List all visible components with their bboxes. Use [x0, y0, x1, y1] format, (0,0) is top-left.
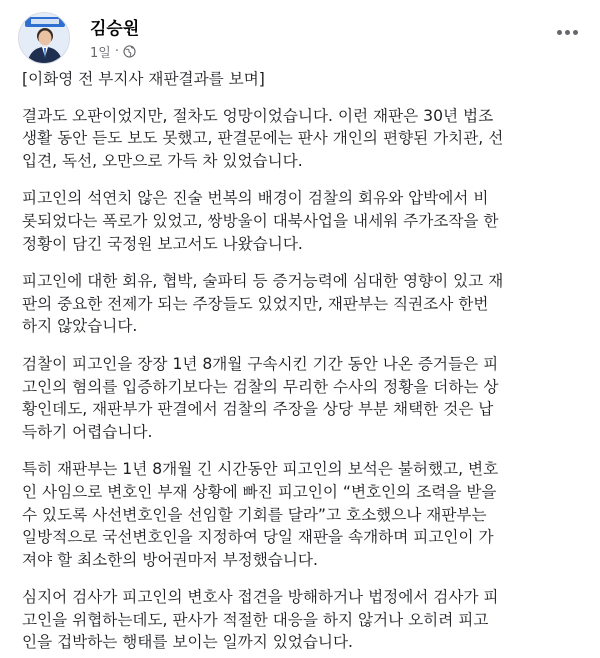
- paragraph-line: 검찰이 피고인을 장장 1년 8개월 구속시킨 기간 동안 나온 증거들은 피: [22, 354, 499, 373]
- paragraph-line: 피고인에 대한 회유, 협박, 술파티 등 증거능력에 심대한 영향이 있고 재: [22, 272, 504, 291]
- paragraph-line: 득하기 어렵습니다.: [22, 422, 153, 441]
- paragraph-line: 수 있도록 사선변호인을 선임할 기회를 달라”고 호소했으나 재판부는: [22, 505, 487, 524]
- more-options-icon[interactable]: [552, 22, 582, 42]
- paragraph-line: 판의 중요한 전제가 되는 주장들도 있었지만, 재판부는 직권조사 한번: [22, 294, 489, 313]
- paragraph-line: 입견, 독선, 오만으로 가득 차 있었습니다.: [22, 151, 303, 170]
- dot-icon: [565, 30, 570, 35]
- paragraph-line: 특히 재판부는 1년 8개월 긴 시간동안 피고인의 보석은 불허했고, 변호: [22, 460, 499, 479]
- paragraph-line: 져야 할 최소한의 방어권마저 부정했습니다.: [22, 550, 318, 569]
- paragraph-line: 일방적으로 국선변호인을 지정하여 당일 재판을 속개하며 피고인이 가: [22, 528, 494, 547]
- post-paragraph: [22, 187, 588, 255]
- globe-icon[interactable]: [123, 45, 136, 58]
- paragraph-line: 심지어 검사가 피고인의 변호사 접견을 방해하거나 법정에서 검사가 피: [22, 588, 499, 607]
- paragraph-line: 인 사임으로 변호인 부재 상황에 빠진 피고인이 “변호인의 조력을 받을: [22, 482, 497, 501]
- post-paragraph: [22, 270, 588, 338]
- paragraph-line: 롯되었다는 폭로가 있었고, 쌍방울이 대북사업을 내세워 주가조작을 한: [22, 211, 499, 230]
- post-paragraph: [22, 105, 588, 173]
- author-name[interactable]: 김승원: [90, 19, 140, 39]
- paragraph-line: 인을 겁박하는 행태를 보이는 일까지 있었습니다.: [22, 633, 354, 652]
- avatar[interactable]: [18, 12, 70, 64]
- post-header: [18, 10, 582, 66]
- post-paragraph: [22, 353, 588, 443]
- meta-separator: ·: [114, 44, 119, 59]
- dot-icon: [557, 30, 562, 35]
- post-time[interactable]: 1일: [90, 46, 111, 61]
- paragraph-line: 하지 않았습니다.: [22, 317, 138, 336]
- paragraph-line: 피고인의 석연치 않은 진술 번복의 배경이 검찰의 회유와 압박에서 비: [22, 189, 489, 208]
- paragraph-line: 고인을 위협하는데도, 판사가 적절한 대응을 하지 않거나 오히려 피고: [22, 610, 489, 629]
- paragraph-line: 생활 동안 듣도 보도 못했고, 판결문에는 판사 개인의 편향된 가치관, 선: [22, 129, 504, 148]
- profile-photo-icon: [19, 13, 70, 64]
- post-paragraph: [22, 458, 588, 571]
- dot-icon: [573, 30, 578, 35]
- post-paragraph: [22, 586, 588, 654]
- post-meta: [90, 42, 136, 61]
- paragraph-line: 정황이 담긴 국정원 보고서도 나왔습니다.: [22, 234, 303, 253]
- paragraph-line: 결과도 오판이었지만, 절차도 엉망이었습니다. 이런 재판은 30년 법조: [22, 106, 494, 125]
- post-title: [이화영 전 부지사 재판결과를 보며]: [22, 70, 265, 88]
- paragraph-line: 황인데도, 재판부가 판결에서 검찰의 주장을 상당 부분 채택한 것은 납: [22, 400, 494, 419]
- post-body: [22, 68, 588, 654]
- paragraph-line: 고인의 혐의를 입증하기보다는 검찰의 무리한 수사의 정황을 더하는 상: [22, 377, 499, 396]
